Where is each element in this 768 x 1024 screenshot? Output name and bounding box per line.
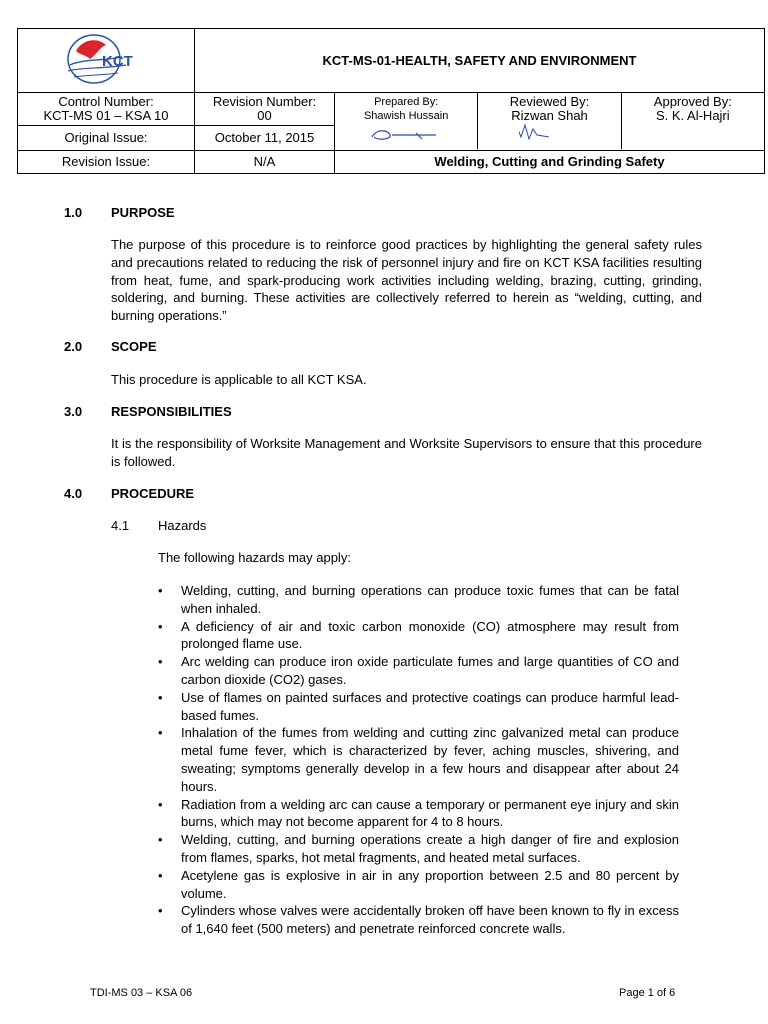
approved-by-cell [621, 93, 764, 149]
prepared-by-value: Shawish Hussain [363, 110, 449, 122]
bullet-icon: • [158, 832, 163, 848]
approvals-cell [335, 93, 765, 151]
list-item: • Acetylene gas is explosive in air in any proportion between 2.5 and 80 percent by volume. [158, 867, 679, 901]
bullet-icon: • [158, 867, 163, 883]
original-issue-label: Original Issue: [18, 126, 195, 151]
reviewed-by-value: Rizwan Shah [511, 108, 588, 123]
document-header-table [17, 28, 765, 174]
responsibilities-paragraph: It is the responsibility of Worksite Management and Worksite Supervisors to ensure that this procedure is followed. [111, 436, 702, 469]
list-item: • Cylinders whose valves were accidentally broken off have been known to fly in excess of 1,640 feet (500 meters) and penetrate reinforced concrete walls. [158, 903, 679, 937]
section-title: PURPOSE [111, 205, 175, 220]
section-number: 2.0 [64, 339, 83, 354]
prepared-by-signature [366, 123, 446, 145]
scope-paragraph: This procedure is applicable to all KCT KSA. [111, 372, 367, 387]
hazards-lead-text: The following hazards may apply: [158, 550, 351, 565]
control-number-cell [18, 93, 195, 126]
approved-by-label: Approved By: [653, 94, 732, 109]
section-title: SCOPE [111, 339, 157, 354]
bullet-icon: • [158, 725, 163, 741]
list-item: • Welding, cutting, and burning operations create a high danger of fire and explosion from flames, sparks, hot metal fragments, and heated metal surfaces. [158, 832, 679, 865]
hazards-list [158, 582, 679, 938]
subsection-title: Hazards [158, 518, 207, 533]
subsection-heading-hazards [111, 518, 206, 533]
list-item: • Radiation from a welding arc can cause a temporary or permanent eye injury and skin burns, which may not become apparent for 4 to 8 hours. [158, 796, 679, 830]
subsection-number: 4.1 [111, 518, 130, 533]
revision-issue-label: Revision Issue: [18, 151, 195, 174]
logo-text: KCT [102, 53, 133, 70]
bullet-icon: • [158, 654, 163, 670]
bullet-icon: • [158, 689, 163, 705]
bullet-icon: • [158, 796, 163, 812]
section-number: 4.0 [64, 486, 83, 501]
approved-by-value: S. K. Al-Hajri [655, 108, 730, 123]
reviewed-by-signature [519, 123, 579, 145]
bullet-icon: • [158, 903, 163, 919]
reviewed-by-label: Reviewed By: [509, 94, 590, 109]
revision-number-value: 00 [257, 108, 272, 123]
section-heading-scope [64, 339, 157, 354]
control-number-label: Control Number: [58, 94, 154, 109]
section-heading-purpose [64, 205, 175, 220]
purpose-paragraph: The purpose of this procedure is to reinforce good practices by highlighting the general safety rules and precautions related to reducing the risk of personnel injury and fire on KCT KSA facilities resulting from heat, fume, and spark-producing work activities including welding, brazing, cutting, grinding, soldering, and burning. These activities are collectively referred to herein as “welding, cutting, and burning operations.” [111, 237, 702, 324]
list-item: • Arc welding can produce iron oxide particulate fumes and large quantities of CO and carbon dioxide (CO2) gases. [158, 654, 679, 687]
bullet-icon: • [158, 618, 163, 634]
section-heading-responsibilities [64, 404, 232, 419]
bullet-icon: • [158, 583, 163, 598]
revision-number-cell [195, 93, 335, 126]
section-number: 1.0 [64, 205, 83, 220]
section-number: 3.0 [64, 404, 83, 419]
prepared-by-label: Prepared By: [374, 96, 439, 108]
footer-doc-code: TDI-MS 03 – KSA 06 [90, 987, 193, 999]
prepared-by-cell [335, 93, 477, 149]
list-item: • A deficiency of air and toxic carbon monoxide (CO) atmosphere may result from prolonged flame use. [158, 618, 679, 652]
reviewed-by-cell [477, 93, 620, 149]
logo-cell [18, 29, 195, 93]
list-item: • Welding, cutting, and burning operations can produce toxic fumes that can be fatal when inhaled. [158, 583, 679, 616]
revision-number-label: Revision Number: [212, 94, 317, 109]
document-subject: Welding, Cutting and Grinding Safety [335, 151, 765, 174]
section-title: RESPONSIBILITIES [111, 404, 232, 419]
doc-title: KCT-MS-01-HEALTH, SAFETY AND ENVIRONMENT [195, 29, 765, 93]
list-item: • Use of flames on painted surfaces and protective coatings can produce harmful lead-based fumes. [158, 689, 679, 723]
original-issue-value: October 11, 2015 [195, 126, 335, 151]
revision-issue-value: N/A [195, 151, 335, 174]
footer-page-number: Page 1 of 6 [619, 987, 676, 999]
section-heading-procedure [64, 486, 194, 501]
section-title: PROCEDURE [111, 486, 195, 501]
list-item: • Inhalation of the fumes from welding and cutting zinc galvanized metal can produce metal fume fever, which is characterized by fever, aching muscles, shivering, and sweating; symptoms generally develop in a few hours and disappear after about 24 hours. [158, 725, 679, 794]
approvals-grid [335, 93, 764, 149]
control-number-value: KCT-MS 01 – KSA 10 [43, 108, 169, 123]
kct-logo [46, 29, 166, 89]
